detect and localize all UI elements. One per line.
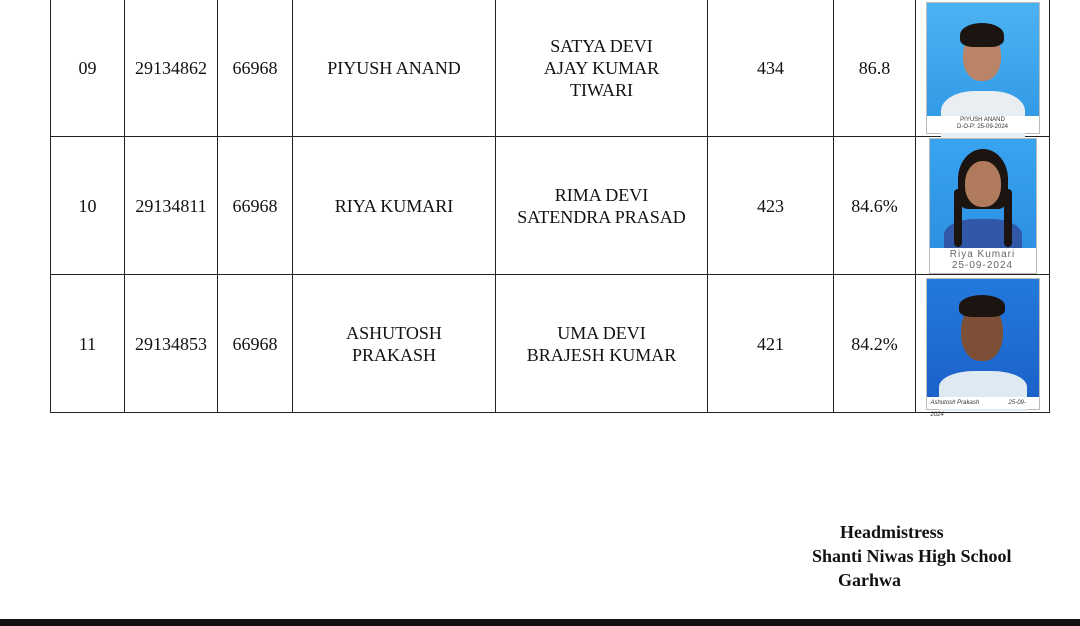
parent-names-cell [496, 137, 708, 275]
marks-cell: 421 [708, 275, 834, 413]
marks-cell: 423 [708, 137, 834, 275]
photo-caption-name: Ashutosh Prakash [930, 399, 980, 406]
marks-cell: 434 [708, 0, 834, 137]
table-row [51, 275, 1050, 413]
page-bottom-border [0, 619, 1080, 626]
roll-number-cell: 29134862 [125, 0, 218, 137]
parent-name-line: SATYA DEVI [550, 35, 653, 56]
photo-caption-date: 25-09-2024 [930, 399, 1026, 418]
student-name-cell [293, 137, 496, 275]
school-code-cell: 66968 [218, 137, 293, 275]
roll-number-cell: 29134853 [125, 275, 218, 413]
student-name-line: RIYA KUMARI [334, 195, 454, 216]
parent-name-line: AJAY KUMAR [543, 57, 660, 78]
photo-cell [916, 137, 1050, 275]
parent-name-line: BRAJESH KUMAR [526, 344, 677, 365]
school-code-cell: 66968 [218, 275, 293, 413]
student-photo [926, 278, 1040, 418]
serial-number-cell: 09 [51, 0, 125, 137]
photo-caption-name: PIYUSH ANAND [960, 116, 1005, 123]
student-name-line: ASHUTOSH [346, 322, 442, 343]
roll-number-cell: 29134811 [125, 137, 218, 275]
serial-number-cell: 10 [51, 137, 125, 275]
signatory-title: Headmistress [840, 522, 944, 542]
results-table [50, 0, 1050, 418]
parent-names-cell [496, 0, 708, 137]
student-name-line: PIYUSH ANAND [327, 57, 461, 78]
table-row [51, 0, 1050, 137]
photo-caption-date: 25-09-2024 [951, 259, 1014, 271]
serial-number-cell: 11 [51, 275, 125, 413]
parent-name-line: SATENDRA PRASAD [517, 206, 686, 227]
parent-names-cell [496, 275, 708, 413]
table-row [51, 137, 1050, 275]
school-location: Garhwa [838, 570, 901, 590]
school-name: Shanti Niwas High School [812, 546, 1012, 566]
school-code-cell: 66968 [218, 0, 293, 137]
photo-caption-name: Riya Kumari [949, 248, 1016, 260]
student-name-cell [293, 275, 496, 413]
student-name-line: PRAKASH [351, 344, 437, 365]
parent-name-line: TIWARI [570, 79, 633, 100]
student-name-cell [293, 0, 496, 137]
photo-cell [916, 0, 1050, 137]
percentage-cell: 84.2% [834, 275, 916, 413]
student-photo [926, 2, 1040, 134]
percentage-cell: 86.8 [834, 0, 916, 137]
parent-name-line: UMA DEVI [557, 322, 646, 343]
student-photo [929, 138, 1037, 274]
headmistress-signature-block [790, 520, 1050, 592]
photo-caption-date: D-O-P: 25-09-2024 [956, 123, 1009, 130]
parent-name-line: RIMA DEVI [554, 184, 649, 205]
photo-cell [916, 275, 1050, 418]
percentage-cell: 84.6% [834, 137, 916, 275]
